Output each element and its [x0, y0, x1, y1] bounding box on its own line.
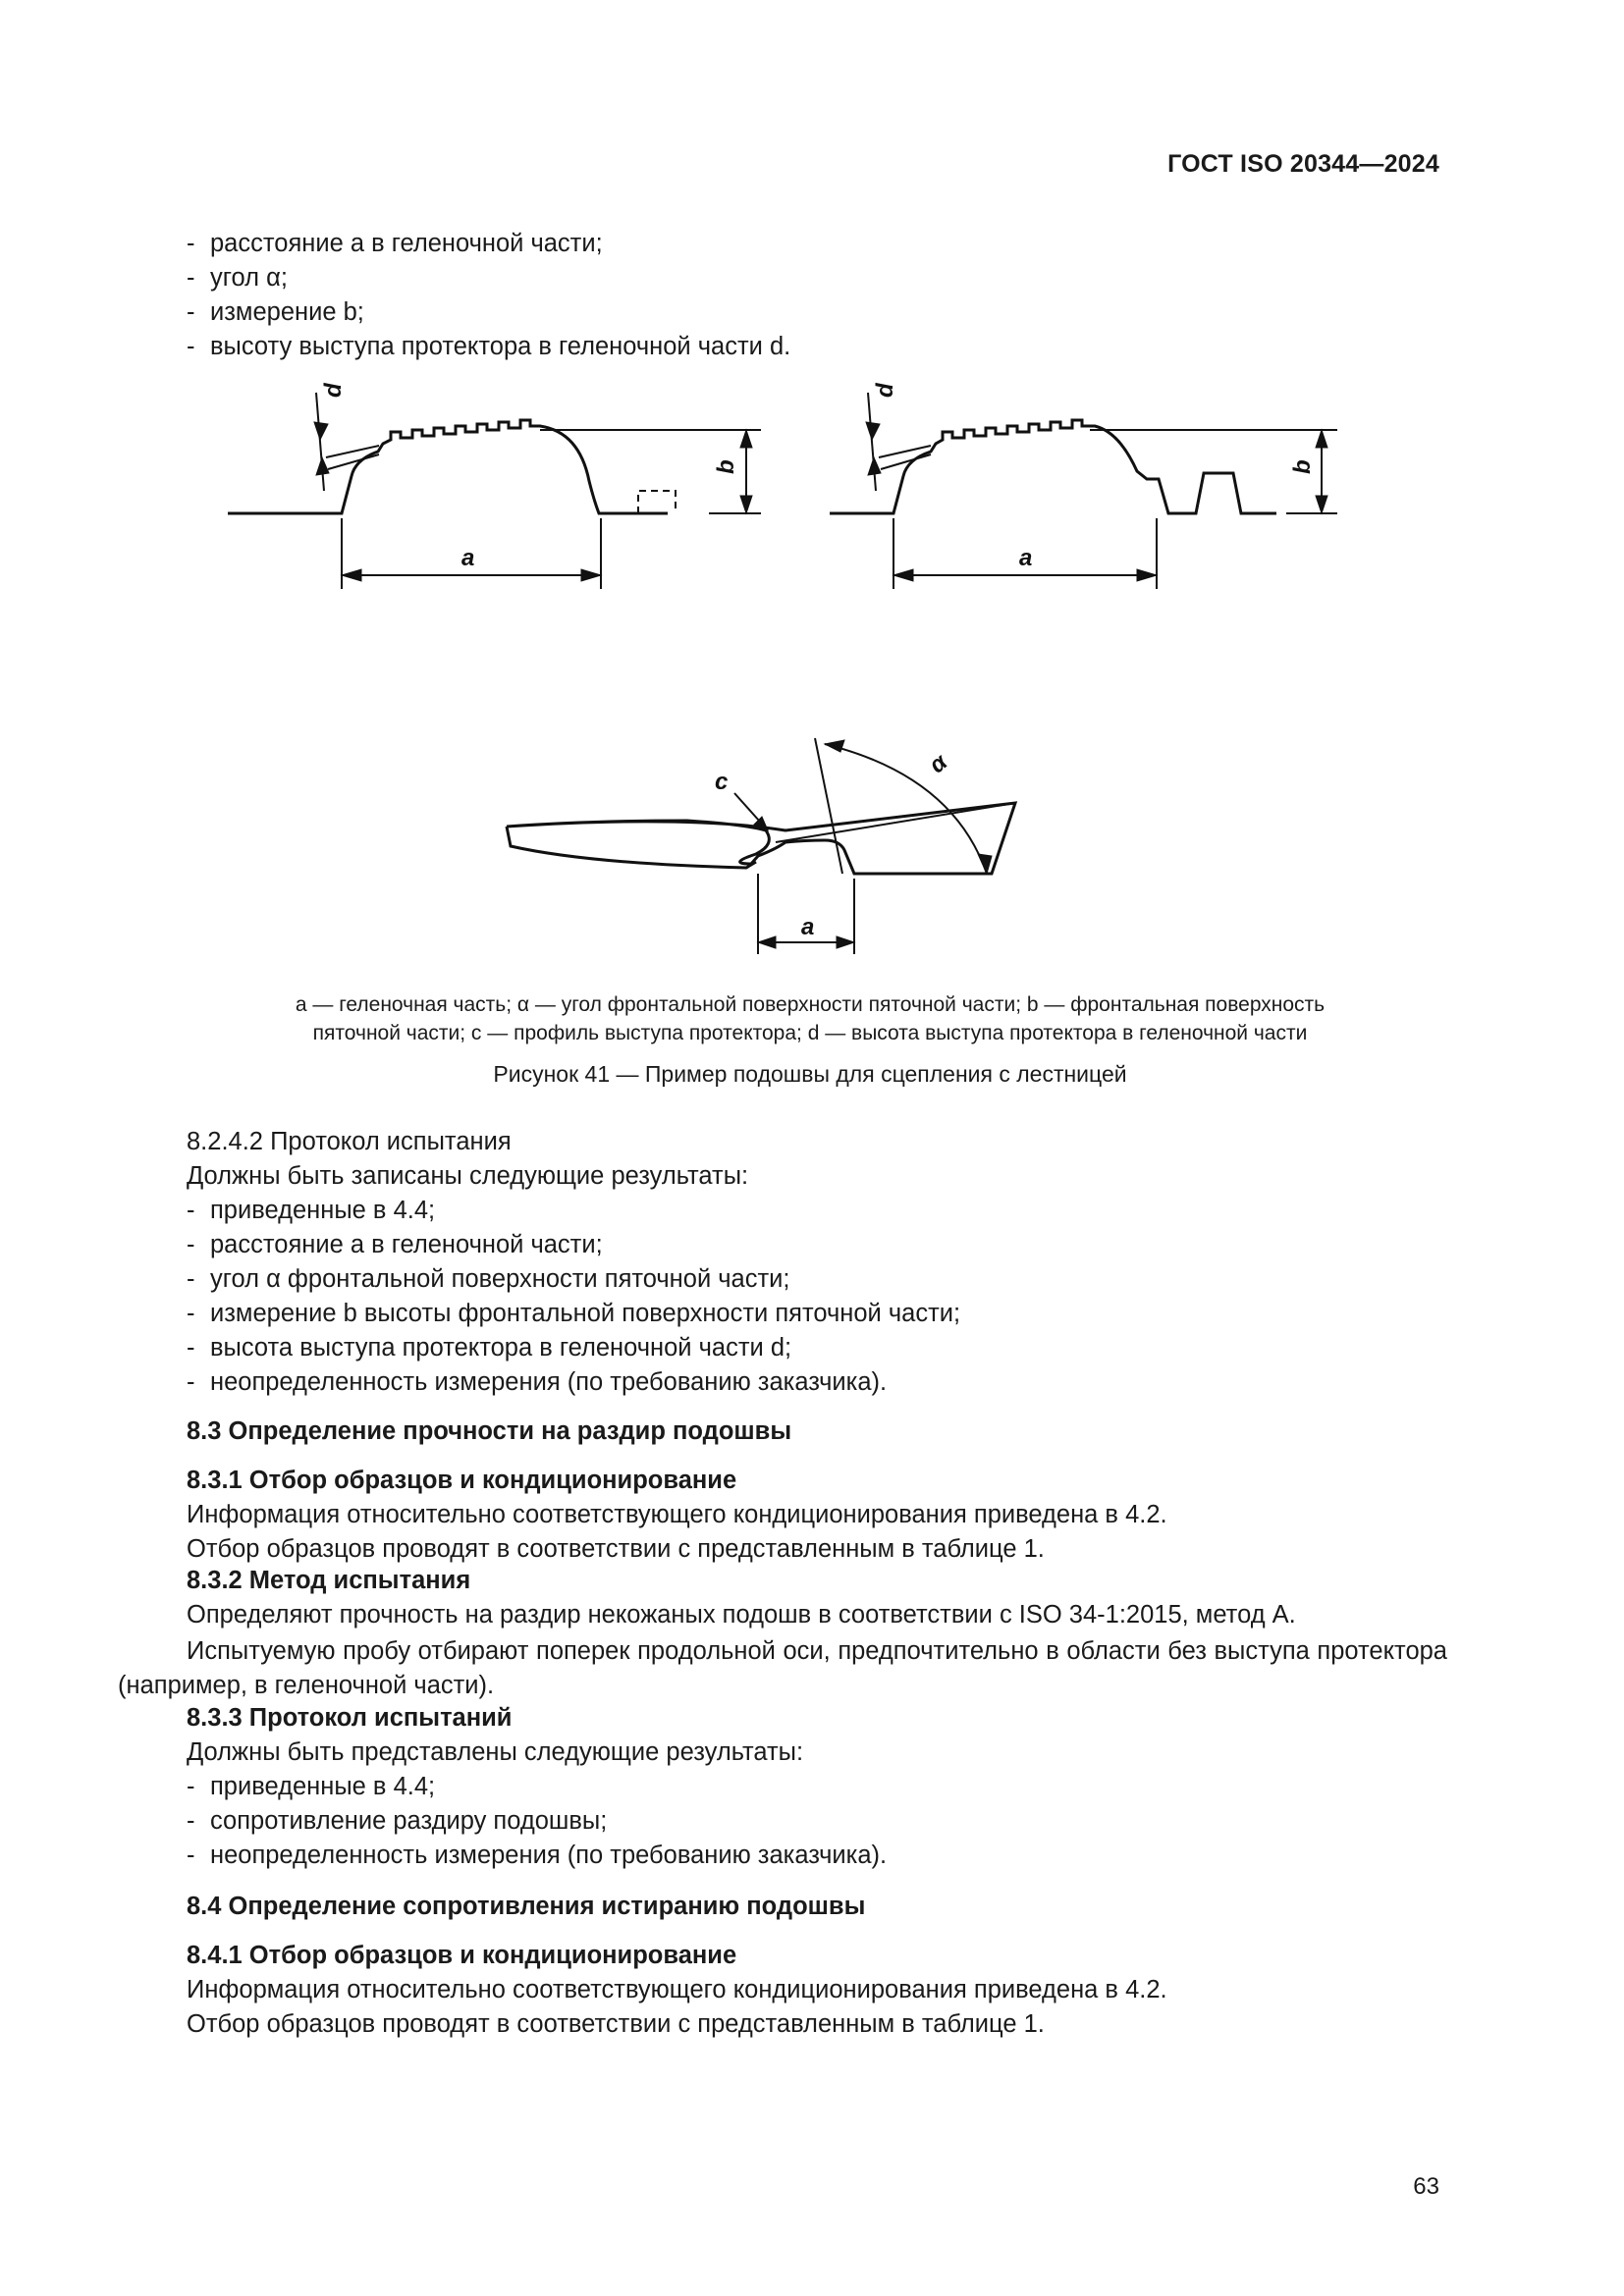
- section-heading: 8.4 Определение сопротивления истиранию подошвы: [187, 1893, 866, 1920]
- label-b-right: b: [1289, 459, 1316, 474]
- paragraph: Испытуемую пробу отбирают поперек продольной оси, предпочтительно в области без выступа протектора (например, в геленочной части).: [118, 1637, 1447, 1699]
- label-c: c: [715, 769, 729, 795]
- label-d-left: d: [320, 383, 347, 398]
- section-heading: 8.3 Определение прочности на раздир подошвы: [187, 1417, 792, 1445]
- standard-header: ГОСТ ISO 20344—2024: [1167, 150, 1439, 178]
- list-item: - измерение b высоты фронтальной поверхности пяточной части;: [187, 1300, 961, 1327]
- list-item: - расстояние a в геленочной части;: [187, 230, 603, 257]
- list-item: - приведенные в 4.4;: [187, 1773, 436, 1800]
- figure-41-drawing: [0, 373, 1624, 962]
- paragraph: Должны быть представлены следующие результаты:: [187, 1738, 804, 1766]
- list-item: - расстояние a в геленочной части;: [187, 1231, 603, 1258]
- list-item: - угол α;: [187, 264, 288, 292]
- subsection-heading: 8.4.1 Отбор образцов и кондиционирование: [187, 1942, 737, 1969]
- list-item: - высоту выступа протектора в геленочной части d.: [187, 333, 791, 360]
- list-item: - угол α фронтальной поверхности пяточной части;: [187, 1265, 790, 1293]
- subsection-heading: 8.3.3 Протокол испытаний: [187, 1704, 513, 1732]
- list-item: - измерение b;: [187, 298, 364, 326]
- list-item: - сопротивление раздиру подошвы;: [187, 1807, 608, 1835]
- section-heading: 8.2.4.2 Протокол испытания: [187, 1128, 512, 1155]
- label-b-left: b: [713, 459, 739, 474]
- figure-legend-line2: пяточной части; c — профиль выступа протектора; d — высота выступа протектора в геленочной части: [312, 1022, 1308, 1044]
- page-number: 63: [1413, 2173, 1439, 2200]
- list-item: - приведенные в 4.4;: [187, 1197, 436, 1224]
- paragraph: Отбор образцов проводят в соответствии с представленным в таблице 1.: [187, 1535, 1045, 1563]
- list-item: - неопределенность измерения (по требованию заказчика).: [187, 1368, 888, 1396]
- paragraph: Отбор образцов проводят в соответствии с представленным в таблице 1.: [187, 2010, 1045, 2038]
- label-alpha: α: [924, 748, 953, 779]
- list-item: - высота выступа протектора в геленочной части d;: [187, 1334, 792, 1362]
- paragraph: Должны быть записаны следующие результаты:: [187, 1162, 749, 1190]
- list-item: - неопределенность измерения (по требованию заказчика).: [187, 1842, 888, 1869]
- label-a-left: a: [461, 545, 475, 571]
- paragraph: Определяют прочность на раздир некожаных подошв в соответствии с ISO 34-1:2015, метод А.: [187, 1601, 1296, 1629]
- figure-title: Рисунок 41 — Пример подошвы для сцепления с лестницей: [493, 1061, 1127, 1087]
- label-a-right: a: [1019, 545, 1033, 571]
- figure-legend-line1: a — геленочная часть; α — угол фронтальной поверхности пяточной части; b — фронтальная поверхность: [295, 993, 1326, 1016]
- subsection-heading: 8.3.2 Метод испытания: [187, 1567, 471, 1594]
- paragraph: Информация относительно соответствующего кондиционирования приведена в 4.2.: [187, 1501, 1167, 1528]
- label-d-right: d: [872, 383, 898, 398]
- subsection-heading: 8.3.1 Отбор образцов и кондиционирование: [187, 1467, 737, 1494]
- paragraph: Информация относительно соответствующего кондиционирования приведена в 4.2.: [187, 1976, 1167, 2003]
- label-a-bottom: a: [801, 914, 815, 940]
